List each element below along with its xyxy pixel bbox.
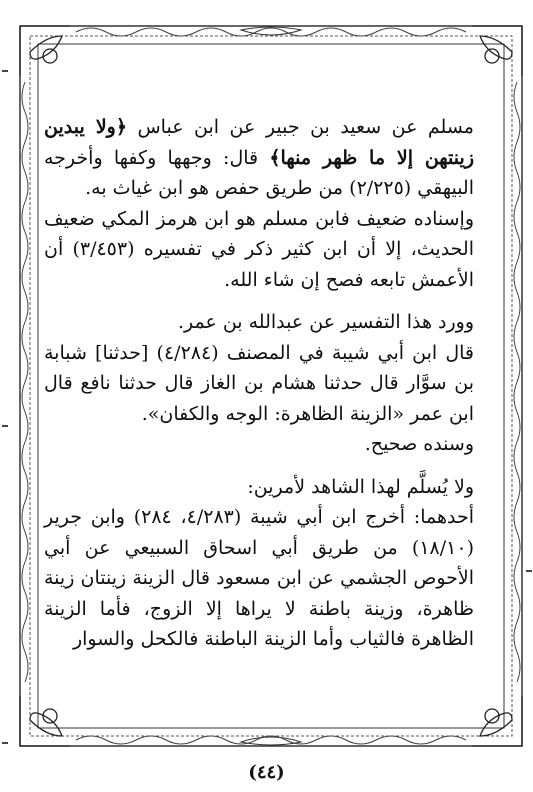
quran-quote: ﴿ولا يبدين زينتهن إلا ما ظهر منها﴾ bbox=[44, 116, 474, 169]
paragraph bbox=[44, 472, 474, 503]
margin-mark bbox=[2, 742, 8, 744]
text-run: قال: وجهها وكفها وأخرجه البيهقي (٢/٢٢٥) من طريق حفص هو ابن غياث به. bbox=[44, 146, 474, 199]
text-run: وسنده صحيح. bbox=[364, 433, 474, 455]
body-text bbox=[44, 112, 474, 655]
margin-mark bbox=[2, 425, 8, 427]
paragraph bbox=[44, 338, 474, 430]
margin-mark bbox=[526, 570, 532, 572]
text-run: قال ابن أبي شيبة في المصنف (٤/٢٨٤) [حدثنا] شبابة بن سوَّار قال حدثنا هشام بن الغاز قال حدثنا نافع قال ابن عمر «الزينة الظاهرة: الوجه والكفان». bbox=[44, 341, 474, 425]
paragraph bbox=[44, 502, 474, 655]
margin-mark bbox=[2, 70, 8, 72]
paragraph-gap bbox=[44, 460, 474, 472]
text-run: ولا يُسلَّم لهذا الشاهد لأمرين: bbox=[247, 475, 474, 498]
paragraph bbox=[44, 307, 474, 338]
page-number: (٤٤) bbox=[248, 762, 285, 783]
paragraph bbox=[44, 112, 474, 204]
text-run: أحدهما: أخرج ابن أبي شيبة (٤/٢٨٣، ٢٨٤) وابن جرير (١٨/١٠) من طريق أبي اسحاق السبيعي عن أبي الأحوص الجشمي عن ابن مسعود قال الزينة زينتان زينة ظاهرة، وزينة باطنة لا يراها إلا الزوج، فأما الزينة الظاهرة فالثياب وأما الزينة الباطنة فالكحل والسوار bbox=[44, 506, 475, 650]
paragraph bbox=[44, 204, 474, 296]
text-run: وورد هذا التفسير عن عبدالله بن عمر. bbox=[177, 311, 474, 333]
paragraph bbox=[44, 429, 474, 460]
text-run: مسلم عن سعيد بن جبير عن ابن عباس bbox=[126, 116, 474, 138]
text-run: وإسناده ضعيف فابن مسلم هو ابن هرمز المكي ضعيف الحديث، إلا أن ابن كثير ذكر في تفسيره (٣/٤٥٣) أن الأعمش تابعه فصح إن شاء الله. bbox=[44, 207, 474, 291]
paragraph-gap bbox=[44, 295, 474, 307]
